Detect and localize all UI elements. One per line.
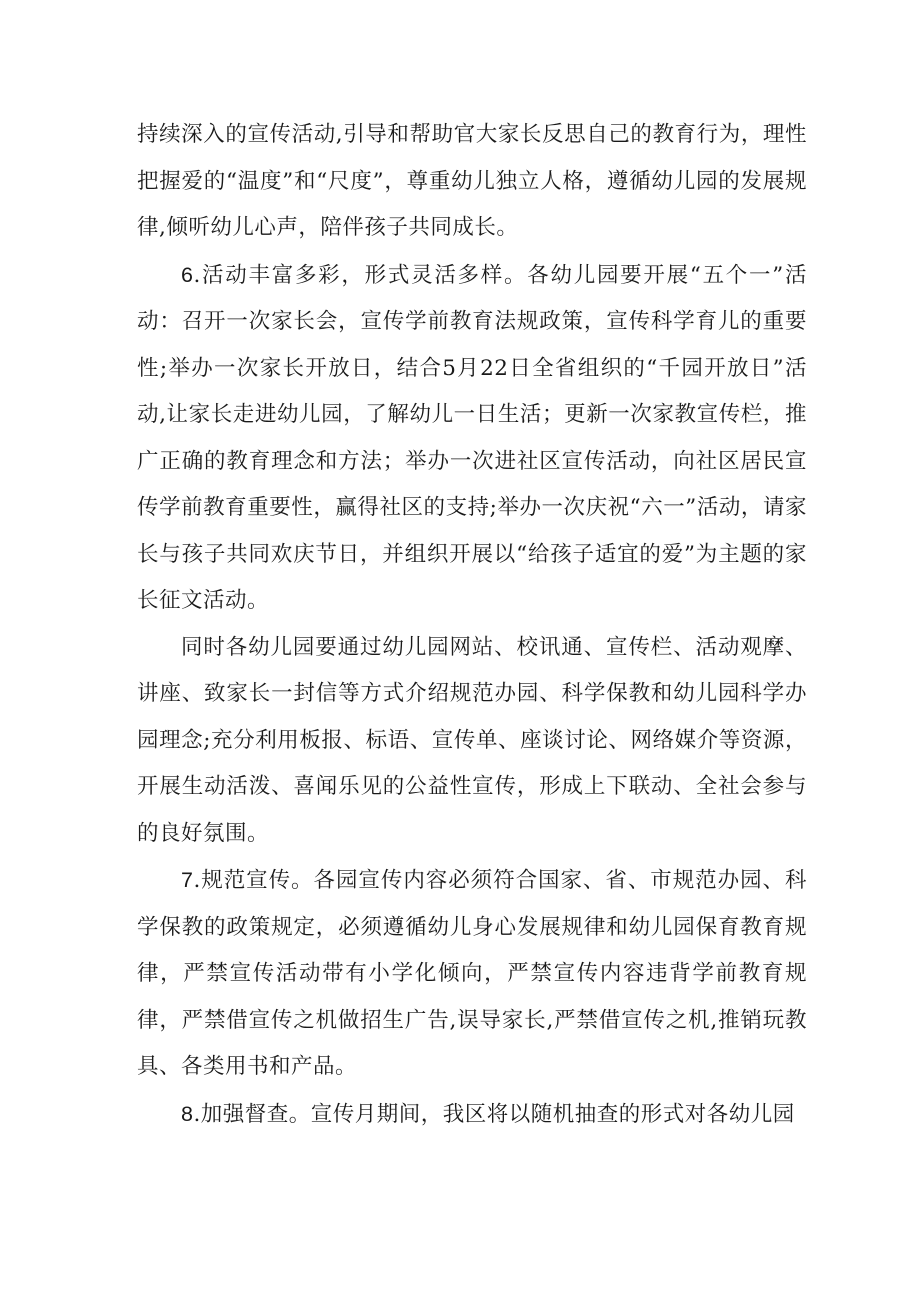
document-body [137,112,807,1138]
paragraph-text: .加强督查。宣传月期间，我区将以随机抽查的形式对各幼儿园 [193,1101,795,1127]
paragraph-number: 8 [181,1101,194,1126]
paragraph-item-7 [137,857,807,1091]
paragraph-number: 6 [181,262,194,287]
paragraph-meanwhile [137,625,807,858]
paragraph-number: 7 [181,868,194,892]
paragraph-text: 持续深入的宣传活动,引导和帮助官大家长反思自己的教育行为，理性把握爱的“温度”和“尺度”，尊重幼儿独立人格，遵循幼儿园的发展规律,倾听幼儿心声，陪伴孩子共同成长。 [137,122,807,240]
paragraph-item-8 [137,1091,807,1139]
paragraph-text: .规范宣传。各园宣传内容必须符合国家、省、市规范办园、科学保教的政策规定，必须遵循幼儿身心发展规律和幼儿园保育教育规律，严禁宣传活动带有小学化倾向，严禁宣传内容违背学前教育规律，严禁借宣传之机做招生广告,误导家长,严禁借宣传之机,推销玩教具、各类用书和产品。 [137,868,807,1079]
paragraph-text: .活动丰富多彩，形式灵活多样。各幼儿园要开展“五个一”活动：召开一次家长会，宣传学前教育法规政策，宣传科学育儿的重要性;举办一次家长开放日，结合5月22日全省组织的“千园开放日”活动,让家长走进幼儿园，了解幼儿一日生活；更新一次家教宣传栏，推广正确的教育理念和方法；举办一次进社区宣传活动，向社区居民宣传学前教育重要性，赢得社区的支持;举办一次庆祝“六一”活动，请家长与孩子共同欢庆节日，并组织开展以“给孩子适宜的爱”为主题的家长征文活动。 [137,262,807,613]
paragraph-continuation [137,112,807,252]
paragraph-text: 同时各幼儿园要通过幼儿园网站、校讯通、宣传栏、活动观摩、讲座、致家长一封信等方式介绍规范办园、科学保教和幼儿园科学办园理念;充分利用板报、标语、宣传单、座谈讨论、网络媒介等资源，开展生动活泼、喜闻乐见的公益性宣传，形成上下联动、全社会参与的良好氛围。 [137,634,807,846]
paragraph-item-6 [137,252,807,625]
